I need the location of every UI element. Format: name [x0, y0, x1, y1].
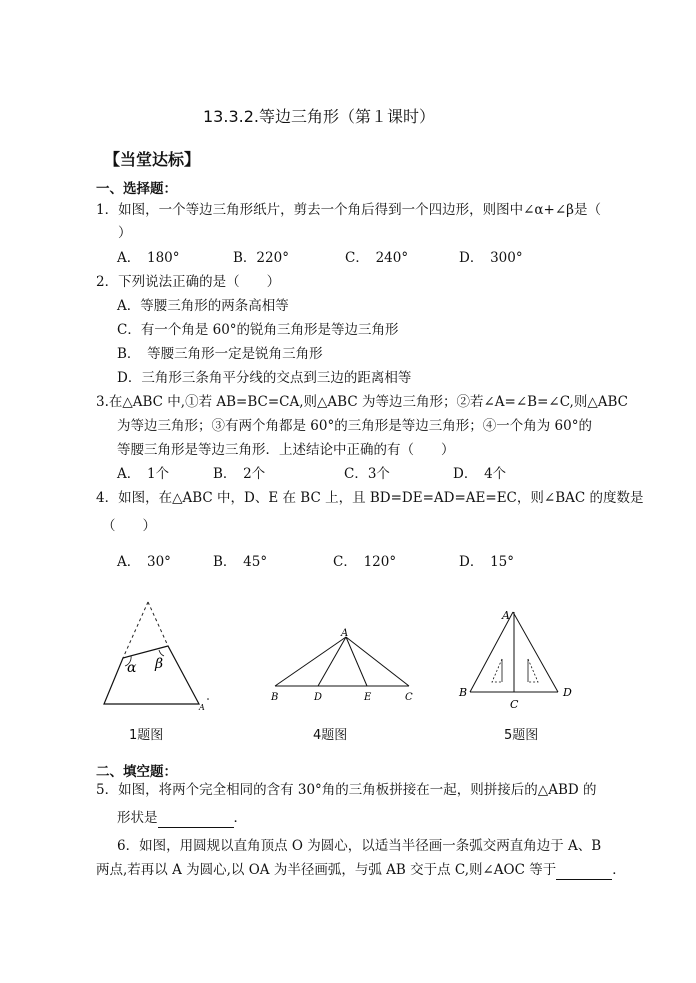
q2-option-a: A．等腰三角形的两条高相等 — [117, 298, 289, 314]
vertex-label-a: A — [199, 703, 205, 712]
q6-line2 — [96, 860, 626, 880]
q6-answer-blank[interactable] — [556, 865, 612, 880]
q4-option-d: D． 15° — [459, 554, 515, 570]
part1-heading: 一、选择题： — [96, 181, 177, 197]
q3-option-c: C．3个 — [344, 466, 390, 482]
q3-option-d: D． 4个 — [453, 466, 507, 482]
part2-heading: 二、填空题： — [96, 764, 177, 780]
q3-options — [0, 464, 696, 484]
q1-option-a: A． 180° — [117, 250, 180, 266]
figure-5-caption: 5题图 — [504, 728, 539, 743]
q4-option-b: B． 45° — [213, 554, 268, 570]
q5-line2 — [117, 808, 247, 828]
q4-options — [0, 552, 696, 572]
fig4-label-b: B — [271, 692, 279, 703]
figure-4-caption: 4题图 — [313, 728, 348, 743]
fig4-label-c: C — [405, 692, 413, 703]
q3-line1: 3.在△ABC 中,①若 AB=BC=CA,则△ABC 为等边三角形；②若∠A=∠B=∠C,则△ABC — [96, 394, 628, 410]
fig4-label-a: A — [341, 628, 349, 639]
fig5-label-b: B — [459, 686, 468, 699]
q4-option-c: C． 120° — [333, 554, 397, 570]
fig5-label-a: A — [502, 609, 510, 622]
section-heading: 【当堂达标】 — [104, 150, 201, 169]
q4-line2: （ ） — [102, 518, 156, 534]
q2-option-c: C．有一个角是 60°的锐角三角形是等边三角形 — [117, 322, 399, 338]
q5-line1: 5．如图，将两个完全相同的含有 30°角的三角板拼接在一起，则拼接后的△ABD 的 — [96, 782, 597, 798]
fig4-label-d: D — [314, 692, 323, 703]
q1-line1: 1．如图，一个等边三角形纸片，剪去一个角后得到一个四边形，则图中∠α+∠β是（ — [96, 202, 601, 218]
q1-option-d: D． 300° — [459, 250, 523, 266]
figure-5 — [455, 604, 580, 714]
q3-option-b: B． 2个 — [213, 466, 266, 482]
q1-line2: ） — [118, 225, 132, 241]
q3-line3: 等腰三角形是等边三角形．上述结论中正确的有（ ） — [117, 442, 455, 458]
q3-option-a: A． 1个 — [117, 466, 170, 482]
q2-stem: 2．下列说法正确的是（ ） — [96, 274, 281, 290]
q1-option-b: B．220° — [233, 250, 289, 266]
q1-options — [0, 248, 696, 268]
figure-1-caption: 1题图 — [129, 728, 164, 743]
q5-answer-blank[interactable] — [158, 813, 234, 828]
page-title: 13.3.2.等边三角形（第１课时） — [203, 107, 435, 126]
figure-1 — [95, 598, 225, 713]
q2-option-d: D．三角形三条角平分线的交点到三边的距离相等 — [117, 370, 412, 386]
q1-option-c: C． 240° — [345, 250, 409, 266]
fig4-label-e: E — [364, 692, 372, 703]
q3-line2: 为等边三角形；③有两个角都是 60°的三角形是等边三角形；④一个角为 60°的 — [117, 418, 592, 434]
q5-prefix: 形状是 — [117, 810, 158, 826]
figure-4 — [266, 624, 418, 706]
q6-suffix: ． — [612, 862, 626, 878]
q4-option-a: A． 30° — [117, 554, 171, 570]
fig5-label-d: D — [563, 686, 572, 699]
q4-line1: 4．如图，在△ABC 中，D、E 在 BC 上，且 BD=DE=AD=AE=EC，则∠BAC 的度数是 — [96, 490, 644, 506]
beta-label: β — [155, 656, 164, 672]
q5-suffix: ． — [233, 810, 247, 826]
q6-line1: 6．如图，用圆规以直角顶点 O 为圆心，以适当半径画一条弧交两直角边于 A、B — [117, 838, 602, 854]
q6-prefix: 两点,若再以 A 为圆心,以 OA 为半径画弧，与弧 AB 交于点 C,则∠AOC 等于 — [96, 862, 557, 878]
alpha-label: α — [127, 660, 137, 676]
q2-option-b: B． 等腰三角形一定是锐角三角形 — [117, 346, 323, 362]
fig5-label-c: C — [510, 698, 519, 711]
